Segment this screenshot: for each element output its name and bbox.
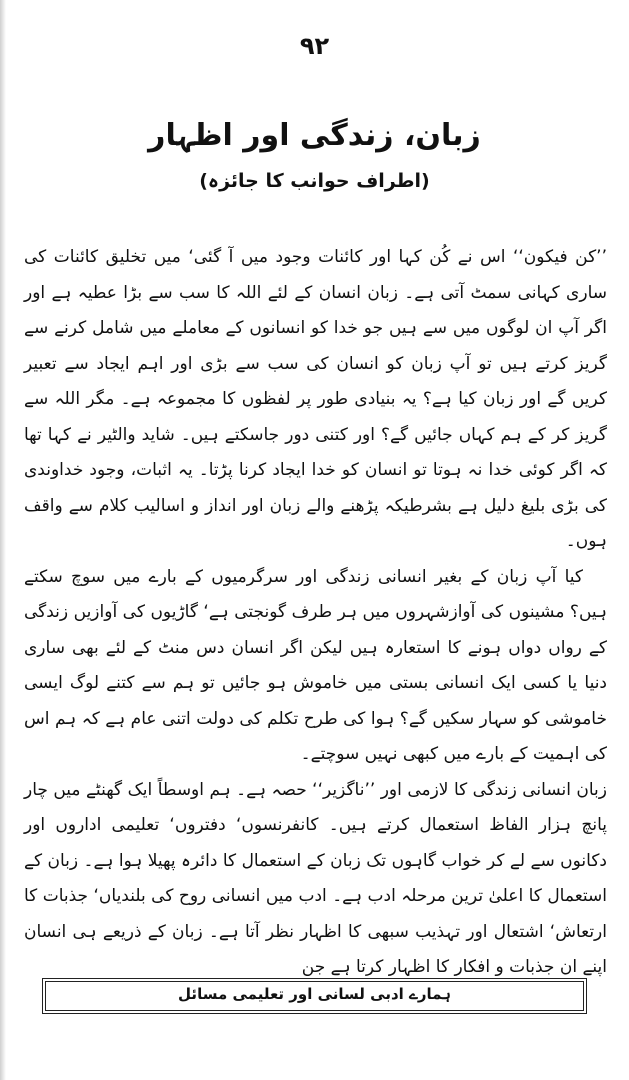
paragraph-3: زبان انسانی زندگی کا لازمی اور ’’ناگزیر‘‘ حصہ ہے۔ ہم اوسطاً ایک گھنٹے میں چار پانچ ہزار الفاظ استعمال کرتے ہیں۔ کانفرنسوں‘ دفتروں‘ تعلیمی اداروں اور دکانوں سے لے کر خواب گاہوں تک زبان کے استعمال کا دائرہ پھیلا ہوا ہے۔ زبان کے استعمال کا اعلیٰ ترین مرحلہ ادب ہے۔ ادب میں انسانی روح کی بلندیاں‘ جذبات کا ارتعاش‘ اشتعال اور تہذیب سبھی کا اظہار نظر آتا ہے۔ زبان کے ذریعے ہی انسان اپنے ان جذبات و افکار کا اظہار کرتا ہے جن — [24, 779, 607, 977]
footer-book-title-box — [42, 978, 587, 1014]
footer-book-title: ہمارے ادبی لسانی اور تعلیمی مسائل — [178, 985, 451, 1003]
body-text — [24, 240, 607, 986]
page-number: ۹۲ — [299, 32, 330, 60]
page-spine-shadow — [0, 0, 6, 1080]
chapter-title: زبان، زندگی اور اظہار — [148, 118, 481, 153]
chapter-subtitle: (اطراف حوانب کا جائزہ) — [199, 170, 430, 192]
paragraph-2: کیا آپ زبان کے بغیر انسانی زندگی اور سرگرمیوں کے بارے میں سوچ سکتے ہیں؟ مشینوں کی آوازشہروں میں ہر طرف گونجتی ہے‘ گاڑیوں کی آوازیں زندگی کے رواں دواں ہونے کا استعارہ ہیں لیکن اگر انسان دس منٹ کے لئے بھی ساری دنیا یا کسی ایک انسانی بستی میں خاموش ہو جائیں تو ہم سے کتنے لوگ ایسی خاموشی کو سہار سکیں گے؟ ہوا کی طرح تکلم کی دولت اتنی عام ہے کہ ہم اس کی اہمیت کے بارے میں کبھی نہیں سوچتے۔ — [24, 566, 607, 764]
paragraph-1: ’’کن فیکون‘‘ اس نے کُن کہا اور کائنات وجود میں آ گئی‘ میں تخلیق کائنات کی ساری کہانی سمٹ آتی ہے۔ زبان انسان کے لئے اللہ کا سب سے بڑا عطیہ ہے اور اگر آپ ان لوگوں میں سے ہیں جو خدا کو انسانوں کے معاملے میں شامل کرنے سے گریز کرتے ہیں تو آپ زبان کو انسان کی سب سے بڑی اور اہم ایجاد سے تعبیر کریں گے اور زبان کیا ہے؟ یہ بنیادی طور پر لفظوں کا مجموعہ ہے۔ مگر اللہ سے گریز کر کے ہم کہاں جائیں گے؟ اور کتنی دور جاسکتے ہیں۔ شاید والٹیر نے کہا تھا کہ اگر کوئی خدا نہ ہوتا تو انسان کو خدا ایجاد کرنا پڑتا۔ یہ اثبات، وجود خداوندی کی بڑی بلیغ دلیل ہے بشرطیکہ پڑھنے والے زبان اور انداز و اسالیب کلام سے واقف ہوں۔ — [24, 247, 607, 551]
